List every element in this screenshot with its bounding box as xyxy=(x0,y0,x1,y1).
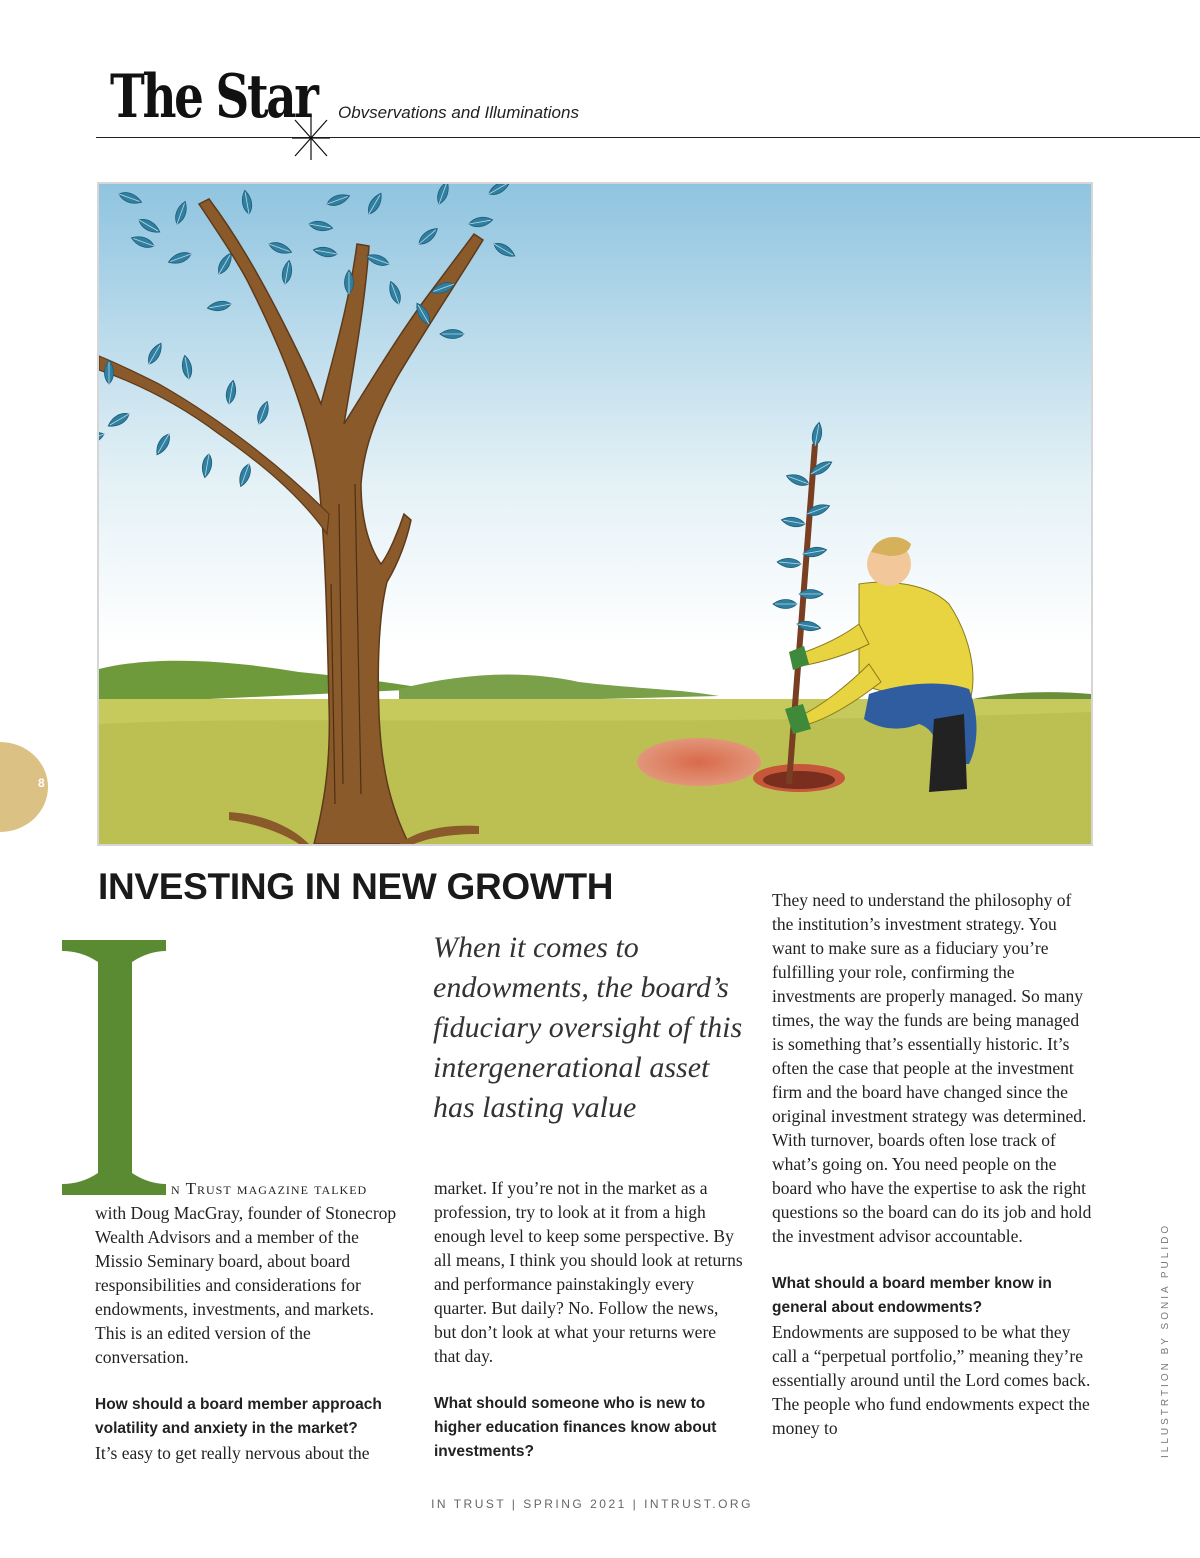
pull-quote: When it comes to endowments, the board’s fiduciary oversight of this intergenerational asset has lasting value xyxy=(433,931,743,1124)
question-3: What should a board member know in general about endowments? xyxy=(772,1275,1052,1316)
question-1: How should a board member approach volatility and anxiety in the market? xyxy=(95,1396,382,1437)
answer-1-start: It’s easy to get really nervous about the xyxy=(95,1443,370,1463)
answer-3: Endowments are supposed to be what they call a “perpetual portfolio,” meaning they’re essentially around until the Lord comes back. The people who fund endowments expect the money to xyxy=(772,1322,1091,1438)
masthead-title: The Star xyxy=(110,62,317,132)
star-icon xyxy=(290,114,332,162)
masthead-rule xyxy=(96,137,1200,138)
intro-paragraph: with Doug MacGray, founder of Stonecrop Wealth Advisors and a member of the Missio Seminary board, about board responsibilities and considerations for endowments, investments, and markets. This is an edited version of the conversation. xyxy=(95,1203,397,1367)
answer-1-continued: market. If you’re not in the market as a profession, try to look at it from a high enough level to keep some perspective. By all means, I think you should look at returns and performance painstakingly every quarter. But daily? No. Follow the news, but don’t look at what your returns were that day. xyxy=(434,1178,743,1366)
footer-text: IN TRUST | SPRING 2021 | INTRUST.ORG xyxy=(431,1497,753,1511)
article-column-3 xyxy=(772,888,1092,1440)
article-column-1 xyxy=(95,1176,405,1465)
page-footer xyxy=(0,1497,1200,1511)
illustration-tree-planting xyxy=(97,182,1093,846)
answer-2: They need to understand the philosophy of the institution’s investment strategy. You want to make sure as a fiduciary you’re fulfilling your role, confirming the investments are properly managed. So many times, the way the funds are being managed is something that’s essentially historic. It’s often the case that people at the investment firm and the board have changed since the original investment strategy was determined. With turnover, boards often lose track of what’s going on. You need people on the board who have the expertise to ask the right questions so the board can do its job and hold the investment advisor accountable. xyxy=(772,890,1092,1246)
drop-cap xyxy=(62,940,166,1195)
article-headline: INVESTING IN NEW GROWTH xyxy=(98,866,614,907)
intro-smallcaps: n Trust magazine talked xyxy=(171,1179,368,1198)
question-2: What should someone who is new to higher education finances know about investments? xyxy=(434,1395,717,1460)
page-number: 8 xyxy=(38,776,45,790)
intro-line xyxy=(95,1176,405,1201)
illustration-credit: ILLUSTRTION BY SONIA PULIDO xyxy=(1160,1222,1171,1458)
article-column-2 xyxy=(434,1176,744,1464)
masthead-subtitle: Obvservations and Illuminations xyxy=(338,103,579,122)
